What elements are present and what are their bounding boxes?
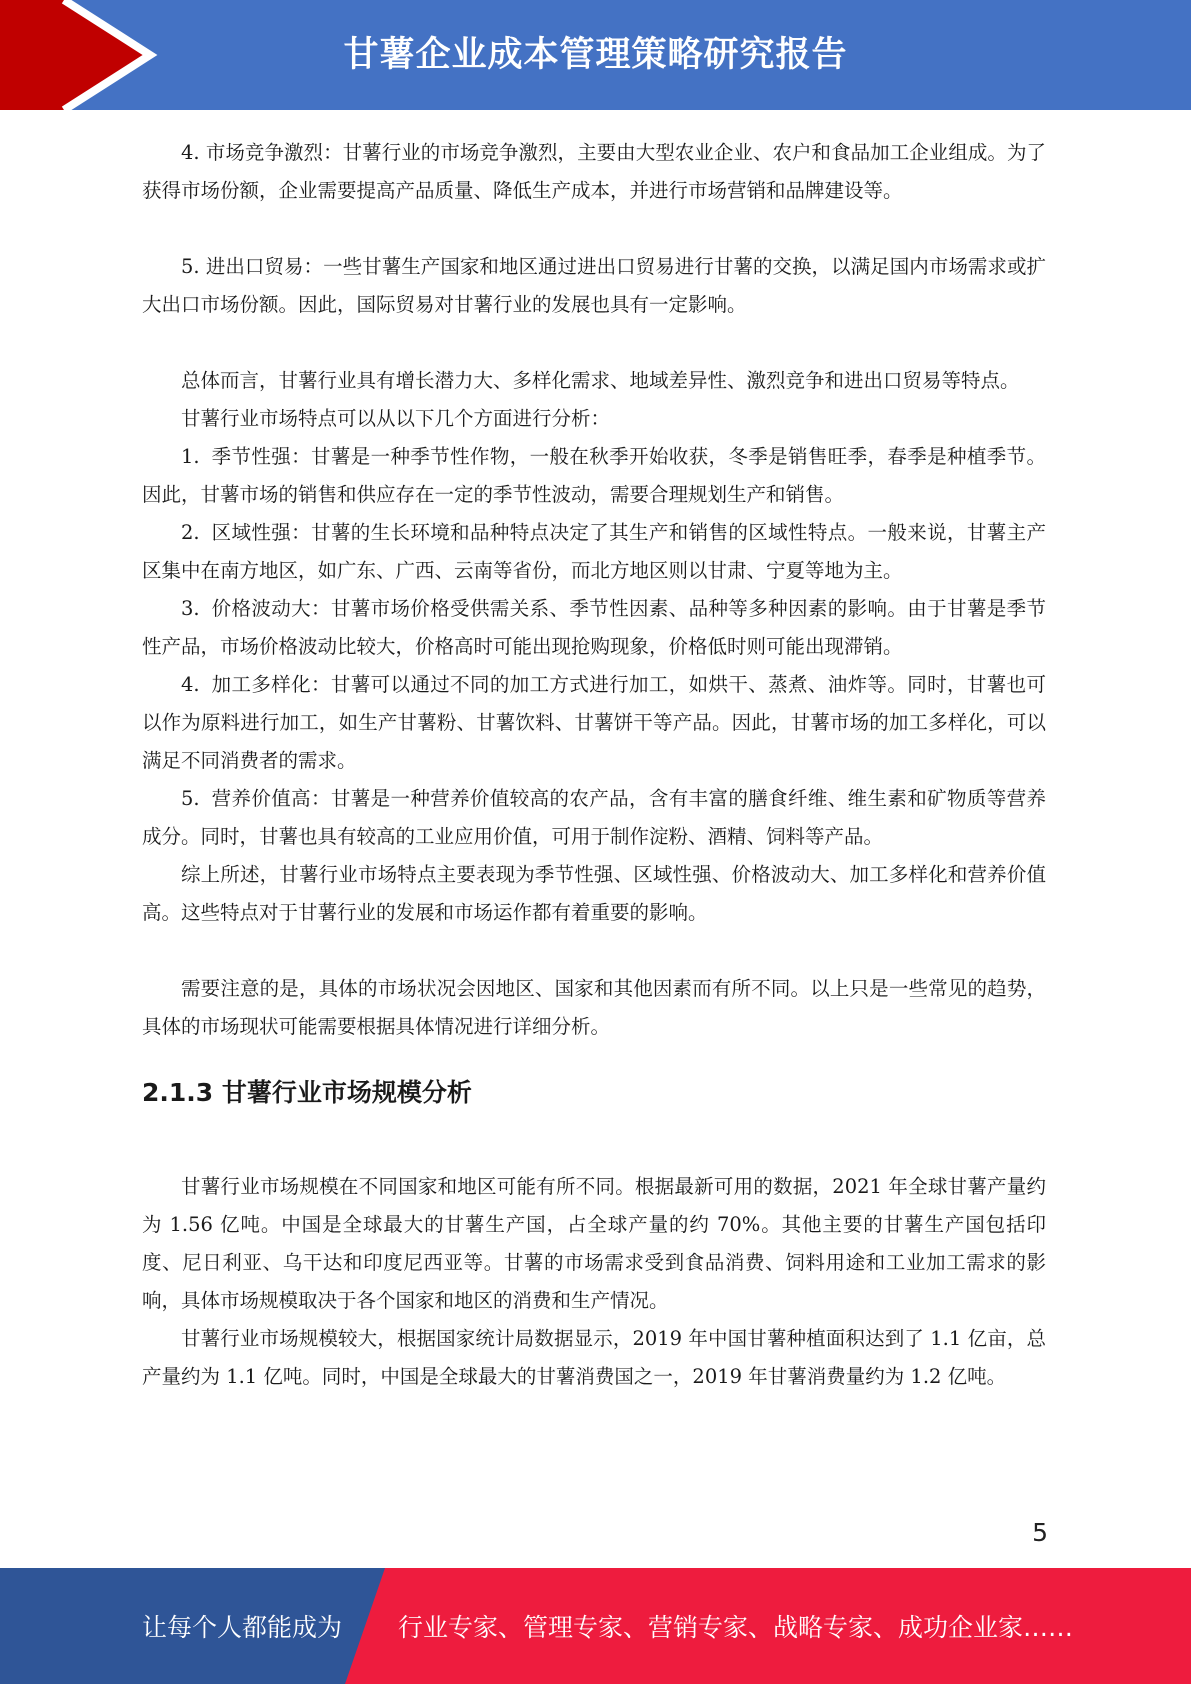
paragraph: 甘薯行业市场规模较大，根据国家统计局数据显示，2019 年中国甘薯种植面积达到了 1.1 亿亩，总产量约为 1.1 亿吨。同时，中国是全球最大的甘薯消费国之一，2019 年甘薯消费量约为 1.2 亿吨。: [142, 1327, 1046, 1388]
paragraph: 甘薯行业市场规模在不同国家和地区可能有所不同。根据最新可用的数据，2021 年全球甘薯产量约为 1.56 亿吨。中国是全球最大的甘薯生产国，占全球产量的约 70%。其他主要的甘薯生产国包括印度、尼日利亚、乌干达和印度尼西亚等。甘薯的市场需求受到食品消费、饲料用途和工业加工需求的影响，具体市场规模取决于各个国家和地区的消费和生产情况。: [142, 1175, 1046, 1312]
list-item: 2. 区域性强：甘薯的生长环境和品种特点决定了其生产和销售的区域性特点。一般来说，甘薯主产区集中在南方地区，如广东、广西、云南等省份，而北方地区则以甘肃、宁夏等地为主。: [142, 521, 1046, 582]
paragraph: 甘薯行业市场特点可以从以下几个方面进行分析：: [181, 407, 611, 430]
paragraph: 需要注意的是，具体的市场状况会因地区、国家和其他因素而有所不同。以上只是一些常见的趋势，具体的市场现状可能需要根据具体情况进行详细分析。: [142, 977, 1046, 1038]
section-heading: 2.1.3 甘薯行业市场规模分析: [142, 1078, 472, 1107]
page-number: 5: [1032, 1518, 1048, 1547]
paragraph: 总体而言，甘薯行业具有增长潜力大、多样化需求、地域差异性、激烈竞争和进出口贸易等特点。: [181, 369, 1020, 392]
paragraph: 4. 市场竞争激烈：甘薯行业的市场竞争激烈，主要由大型农业企业、农户和食品加工企业组成。为了获得市场份额，企业需要提高产品质量、降低生产成本，并进行市场营销和品牌建设等。: [142, 141, 1046, 202]
list-item: 5. 营养价值高：甘薯是一种营养价值较高的农产品，含有丰富的膳食纤维、维生素和矿物质等营养成分。同时，甘薯也具有较高的工业应用价值，可用于制作淀粉、酒精、饲料等产品。: [142, 787, 1046, 848]
page-header: [0, 0, 1191, 110]
list-item: 3. 价格波动大：甘薯市场价格受供需关系、季节性因素、品种等多种因素的影响。由于甘薯是季节性产品，市场价格波动比较大，价格高时可能出现抢购现象，价格低时则可能出现滞销。: [142, 597, 1046, 658]
list-item: 4. 加工多样化：甘薯可以通过不同的加工方式进行加工，如烘干、蒸煮、油炸等。同时，甘薯也可以作为原料进行加工，如生产甘薯粉、甘薯饮料、甘薯饼干等产品。因此，甘薯市场的加工多样化，可以满足不同消费者的需求。: [142, 673, 1046, 772]
footer-slogan-left: 让每个人都能成为: [142, 1613, 343, 1642]
paragraph: 5. 进出口贸易：一些甘薯生产国家和地区通过进出口贸易进行甘薯的交换，以满足国内市场需求或扩大出口市场份额。因此，国际贸易对甘薯行业的发展也具有一定影响。: [142, 255, 1046, 316]
paragraph: 综上所述，甘薯行业市场特点主要表现为季节性强、区域性强、价格波动大、加工多样化和营养价值高。这些特点对于甘薯行业的发展和市场运作都有着重要的影响。: [142, 863, 1046, 924]
page-footer: [0, 1568, 1191, 1684]
document-body: [142, 134, 1046, 1396]
report-title: 甘薯企业成本管理策略研究报告: [343, 35, 848, 75]
list-item: 1. 季节性强：甘薯是一种季节性作物，一般在秋季开始收获，冬季是销售旺季，春季是种植季节。因此，甘薯市场的销售和供应存在一定的季节性波动，需要合理规划生产和销售。: [142, 445, 1046, 506]
footer-slogan-right: 行业专家、管理专家、营销专家、战略专家、成功企业家……: [398, 1613, 1074, 1642]
